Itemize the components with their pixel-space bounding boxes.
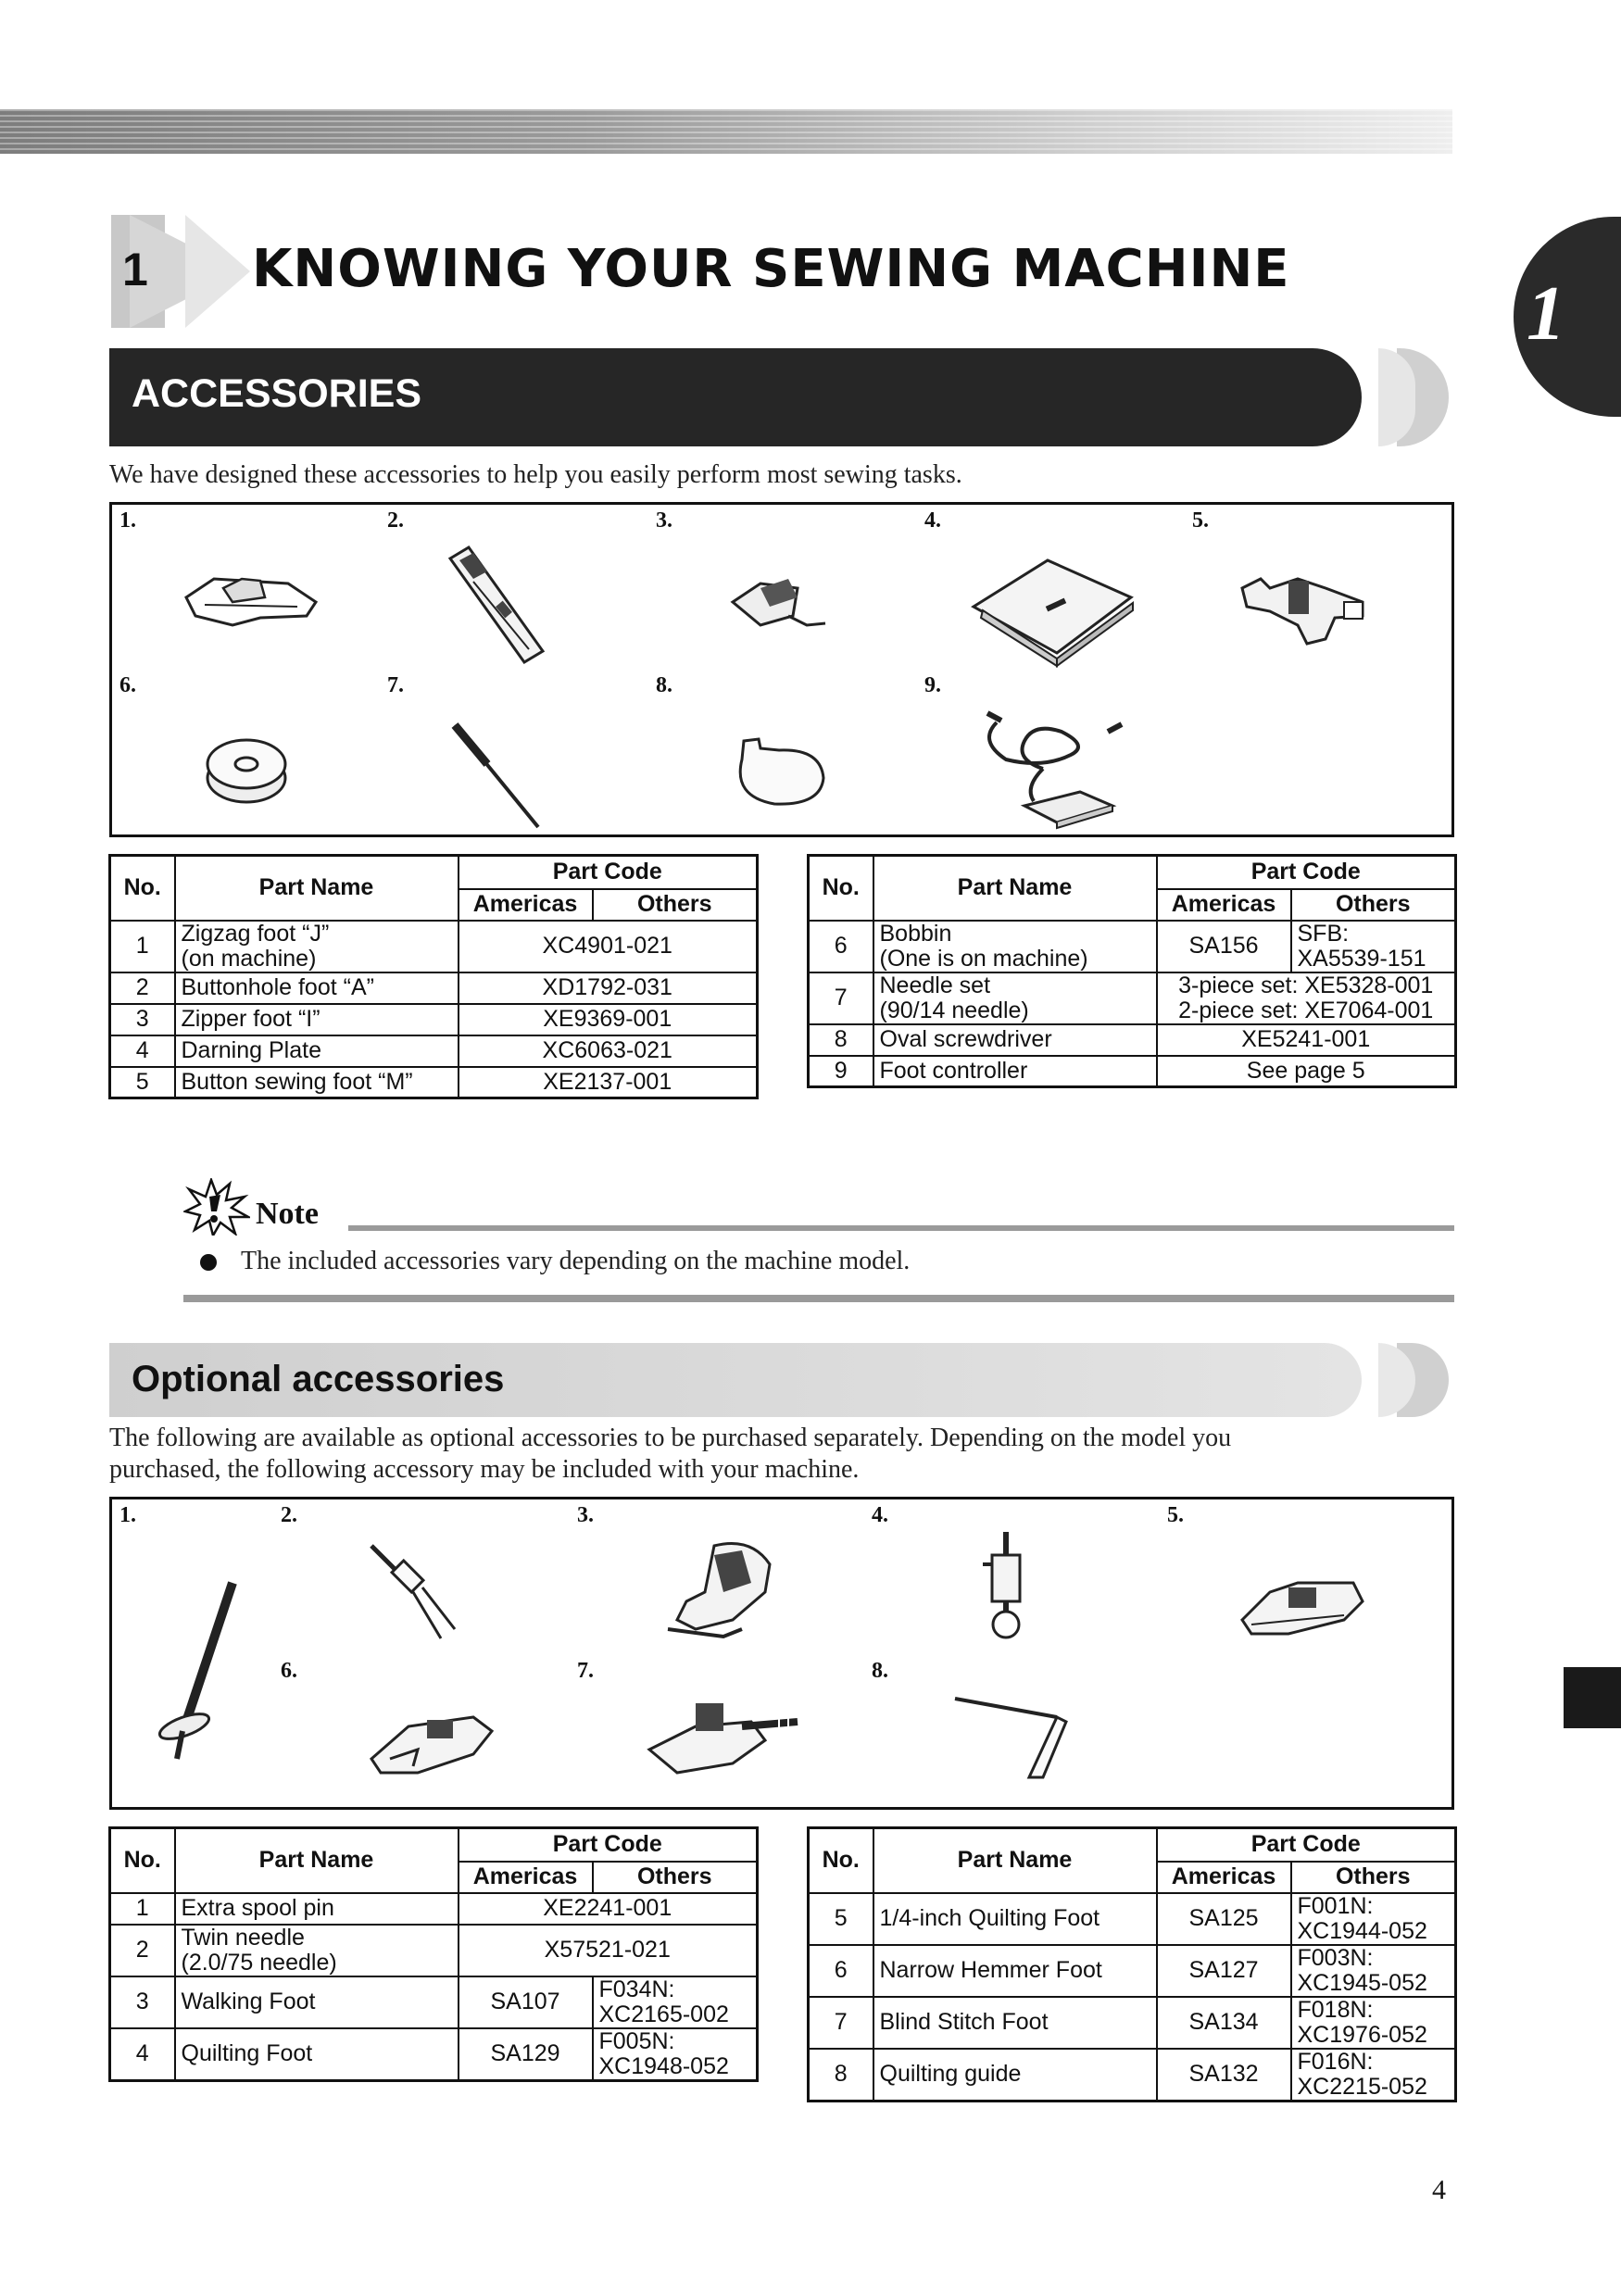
cell-americas: SA127 [1157,1945,1291,1997]
col-header-part-name: Part Name [175,1828,459,1893]
cell-no: 6 [809,1945,873,1997]
part-name-line: (90/14 needle) [879,997,1029,1023]
needle-image [446,716,547,836]
cell-others [1291,2049,1456,2102]
others-line: XC2215-052 [1297,2073,1427,2100]
col-header-others: Others [593,1862,758,1893]
others-line: XA5539-151 [1297,945,1426,972]
item-label: 5. [1167,1503,1184,1527]
cell-no: 9 [809,1056,873,1087]
note-title: Note [256,1197,319,1231]
item-label: 3. [577,1503,594,1527]
cell-others [593,2028,758,2081]
others-line: XC1948-052 [598,2052,729,2079]
col-header-no: No. [809,856,873,921]
narrow-hemmer-foot-image [362,1694,501,1787]
others-line: F034N: [598,1976,675,2002]
chapter-title: KNOWING YOUR SEWING MACHINE [252,239,1290,299]
code-line: 3-piece set: XE5328-001 [1178,972,1434,998]
col-header-no: No. [110,856,175,921]
part-name-line: (2.0/75 needle) [181,1949,337,1976]
table-row [110,2028,758,2081]
header-stripe-bar [0,109,1452,154]
cell-others [593,1976,758,2028]
quilting-foot-image [974,1527,1038,1648]
item-label: 4. [872,1503,888,1527]
cell-no: 5 [809,1893,873,1945]
table-row [110,1004,758,1035]
cell-no: 8 [809,2049,873,2102]
cell-part-code: See page 5 [1157,1056,1456,1087]
item-label: 8. [656,673,672,697]
col-header-no: No. [809,1828,873,1893]
note-bottom-divider [183,1295,1454,1302]
cell-part-name: Foot controller [873,1056,1157,1087]
foot-controller-image [969,704,1136,834]
item-label: 8. [872,1659,888,1683]
cell-others [1291,1945,1456,1997]
others-line: XC1976-052 [1297,2021,1427,2048]
others-line: XC2165-002 [598,2001,729,2027]
buttonhole-foot-image [432,540,552,670]
optional-intro-line1: The following are available as optional accessories to be purchased separately. Depending on the model you [109,1424,1232,1452]
chapter-number: 1 [122,244,148,295]
table-row [809,1997,1456,2049]
cell-part-name: Oval screwdriver [873,1024,1157,1056]
cell-no: 4 [110,1035,175,1067]
col-header-others: Others [593,889,758,921]
cell-no: 5 [110,1067,175,1098]
cell-part-code: XE5241-001 [1157,1024,1456,1056]
accessories-heading: ACCESSORIES [132,371,422,416]
cell-no: 1 [110,1893,175,1925]
table-row [110,1893,758,1925]
cell-part-name: Narrow Hemmer Foot [873,1945,1157,1997]
bullet-icon [200,1254,217,1271]
cell-part-name [873,921,1157,972]
cell-others [1291,921,1456,972]
part-name-line: Twin needle [181,1924,305,1951]
others-line: F016N: [1297,2048,1374,2075]
cell-americas: SA125 [1157,1893,1291,1945]
cell-part-name [175,921,459,972]
zipper-foot-image [723,560,835,653]
table-row [110,1976,758,2028]
darning-plate-image [964,551,1140,671]
blind-stitch-foot-image [640,1685,816,1787]
cell-no: 8 [809,1024,873,1056]
item-label: 3. [656,508,672,533]
part-name-line: (on machine) [181,945,317,972]
optional-parts-table-left [108,1826,759,2082]
table-row [809,1945,1456,1997]
others-line: F005N: [598,2027,675,2054]
cell-part-name: Extra spool pin [175,1893,459,1925]
note-text: The included accessories vary depending on the machine model. [241,1247,911,1275]
optional-parts-table-right [807,1826,1457,2102]
col-header-others: Others [1291,889,1456,921]
table-row [110,1067,758,1098]
accessories-illustration-box [109,502,1454,837]
cell-part-name: Walking Foot [175,1976,459,2028]
cell-part-code: XE9369-001 [459,1004,758,1035]
item-label: 6. [119,673,136,697]
cell-part-name [873,972,1157,1024]
cell-no: 2 [110,972,175,1004]
cell-part-code: XE2137-001 [459,1067,758,1098]
spool-pin-image [149,1574,251,1768]
cell-no: 6 [809,921,873,972]
cell-part-name: Blind Stitch Foot [873,1997,1157,2049]
accessories-intro: We have designed these accessories to help you easily perform most sewing tasks. [109,460,962,489]
item-label: 4. [924,508,941,533]
item-label: 6. [281,1659,297,1683]
item-label: 1. [119,1503,136,1527]
item-label: 5. [1192,508,1209,533]
item-label: 9. [924,673,941,697]
item-label: 7. [387,673,404,697]
cell-part-name: Darning Plate [175,1035,459,1067]
accessories-parts-table-right [807,854,1457,1088]
col-header-part-code: Part Code [459,1828,758,1862]
bobbin-image [195,727,297,810]
table-row [110,1925,758,1976]
code-line: 2-piece set: XE7064-001 [1178,997,1434,1023]
col-header-part-name: Part Name [873,856,1157,921]
cell-part-code: XD1792-031 [459,972,758,1004]
others-line: SFB: [1297,920,1350,947]
cell-others [1291,1893,1456,1945]
others-line: F018N: [1297,1996,1374,2023]
col-header-part-code: Part Code [1157,856,1456,889]
table-row [809,2049,1456,2102]
part-name-line: Bobbin [879,920,952,947]
cell-part-code: XC6063-021 [459,1035,758,1067]
col-header-part-code: Part Code [1157,1828,1456,1862]
col-header-americas: Americas [1157,1862,1291,1893]
col-header-americas: Americas [459,1862,593,1893]
accessories-parts-table-left [108,854,759,1099]
table-row [110,921,758,972]
others-line: XC1945-052 [1297,1969,1427,1996]
col-header-others: Others [1291,1862,1456,1893]
cell-part-code: XE2241-001 [459,1893,758,1925]
optional-accessories-heading: Optional accessories [132,1359,505,1399]
item-label: 1. [119,508,136,533]
cell-part-name: Button sewing foot “M” [175,1067,459,1098]
zigzag-foot-image [177,560,325,634]
optional-intro-line2: purchased, the following accessory may be included with your machine. [109,1455,860,1484]
col-header-americas: Americas [459,889,593,921]
page-number: 4 [1432,2175,1446,2205]
table-row [110,972,758,1004]
cell-americas: SA132 [1157,2049,1291,2102]
others-line: F001N: [1297,1892,1374,1919]
twin-needle-image [362,1537,464,1648]
cell-no: 3 [110,1004,175,1035]
cell-no: 7 [809,1997,873,2049]
cell-americas: SA156 [1157,921,1291,972]
table-row [809,972,1456,1024]
cell-americas: SA107 [459,1976,593,2028]
cell-others [1291,1997,1456,2049]
cell-part-name [175,1925,459,1976]
item-label: 7. [577,1659,594,1683]
oval-screwdriver-image [723,732,835,815]
cell-part-name: Zipper foot “I” [175,1004,459,1035]
note-divider [348,1225,1454,1231]
cell-no: 2 [110,1925,175,1976]
quarter-inch-quilting-foot-image [1233,1555,1372,1648]
cell-part-name: Quilting Foot [175,2028,459,2081]
col-header-part-name: Part Name [175,856,459,921]
table-row [809,1024,1456,1056]
cell-part-name: 1/4-inch Quilting Foot [873,1893,1157,1945]
cell-no: 4 [110,2028,175,2081]
part-name-line: (One is on machine) [879,945,1088,972]
table-row [110,1035,758,1067]
item-label: 2. [387,508,404,533]
button-sewing-foot-image [1233,551,1381,653]
table-row [809,1056,1456,1087]
col-header-no: No. [110,1828,175,1893]
cell-americas: SA129 [459,2028,593,2081]
table-row [809,921,1456,972]
cell-no: 7 [809,972,873,1024]
note-icon [183,1178,250,1236]
col-header-part-name: Part Name [873,1828,1157,1893]
chapter-side-tab-number: 1 [1527,270,1565,357]
cell-part-name: Quilting guide [873,2049,1157,2102]
part-name-line: Zigzag foot “J” [181,920,330,947]
cell-part-name: Buttonhole foot “A” [175,972,459,1004]
optional-illustration-box [109,1497,1454,1810]
cell-part-code: X57521-021 [459,1925,758,1976]
quilting-guide-image [946,1685,1075,1787]
thumb-index-marker [1564,1667,1621,1728]
part-name-line: Needle set [879,972,991,998]
cell-no: 3 [110,1976,175,2028]
col-header-americas: Americas [1157,889,1291,921]
item-label: 2. [281,1503,297,1527]
chapter-arrow-decoration-inner [185,215,250,328]
cell-americas: SA134 [1157,1997,1291,2049]
table-row [809,1893,1456,1945]
cell-no: 1 [110,921,175,972]
cell-part-code: XC4901-021 [459,921,758,972]
col-header-part-code: Part Code [459,856,758,889]
others-line: XC1944-052 [1297,1917,1427,1944]
cell-part-code [1157,972,1456,1024]
others-line: F003N: [1297,1944,1374,1971]
walking-foot-image [659,1537,788,1648]
